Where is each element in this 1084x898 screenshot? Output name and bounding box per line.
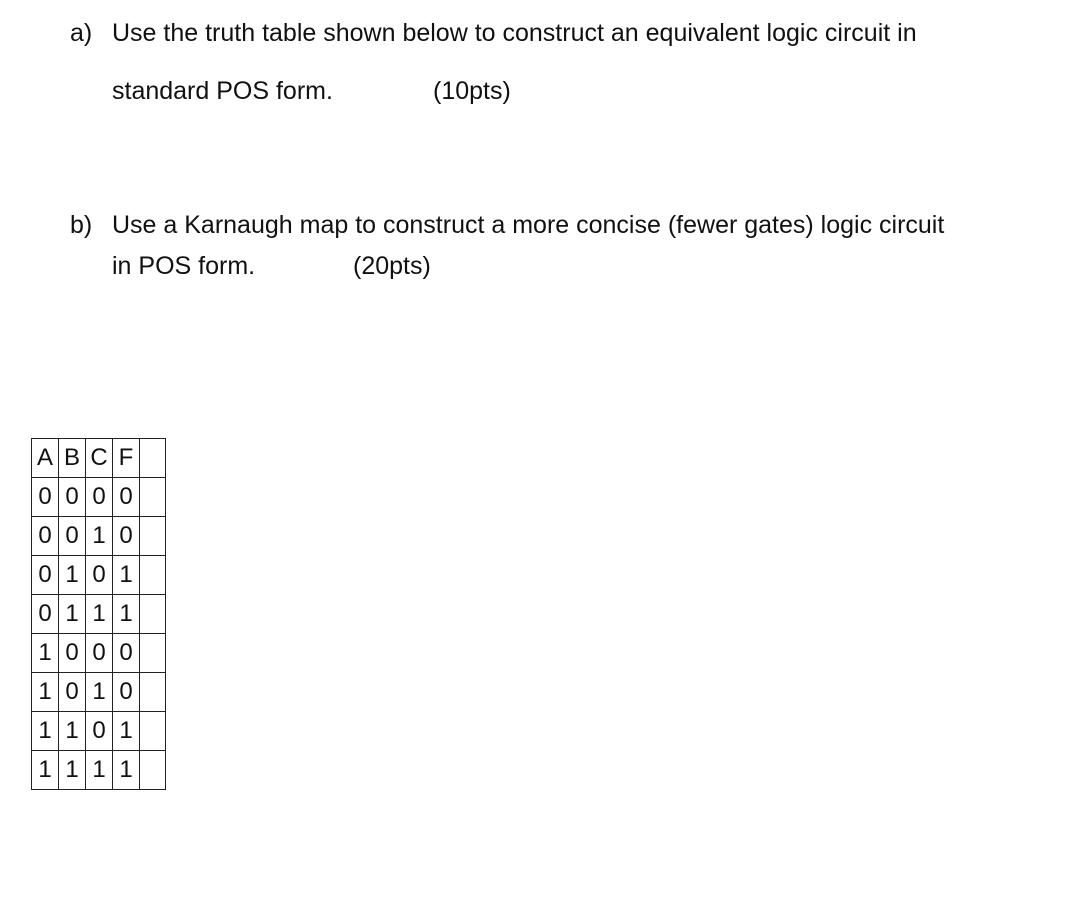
table-cell: 1 [59, 595, 86, 634]
table-row [32, 517, 166, 556]
question-a-points: (10pts) [433, 77, 511, 105]
table-cell: 0 [59, 673, 86, 712]
empty-cell [140, 673, 166, 712]
table-cell: 1 [113, 712, 140, 751]
table-cell: 0 [86, 634, 113, 673]
table-cell: 1 [32, 634, 59, 673]
table-cell: 1 [113, 751, 140, 790]
table-cell: 0 [59, 478, 86, 517]
table-cell: 1 [32, 751, 59, 790]
table-cell: 1 [113, 595, 140, 634]
table-row [32, 634, 166, 673]
question-b-marker: b) [70, 211, 93, 239]
empty-cell [140, 595, 166, 634]
table-cell: 0 [32, 478, 59, 517]
table-cell: 0 [86, 556, 113, 595]
table-row [32, 556, 166, 595]
table-cell: 0 [59, 634, 86, 673]
table-cell: 1 [59, 556, 86, 595]
empty-cell [140, 634, 166, 673]
empty-cell [140, 478, 166, 517]
table-cell: 0 [32, 556, 59, 595]
table-cell: F [113, 439, 140, 478]
table-cell: 0 [113, 517, 140, 556]
table-row [32, 751, 166, 790]
table-cell: B [59, 439, 86, 478]
table-cell: 0 [113, 634, 140, 673]
question-b-line1: Use a Karnaugh map to construct a more concise (fewer gates) logic circuit [112, 211, 945, 239]
table-cell: C [86, 439, 113, 478]
table-cell: 1 [59, 712, 86, 751]
truth-table [31, 438, 166, 790]
question-a-line2: standard POS form. [112, 77, 333, 105]
table-cell: 0 [86, 712, 113, 751]
table-cell: 0 [32, 595, 59, 634]
table-cell: 1 [32, 712, 59, 751]
empty-cell [140, 439, 166, 478]
table-cell: 0 [113, 478, 140, 517]
table-cell: 1 [86, 751, 113, 790]
table-cell: 0 [113, 673, 140, 712]
question-a-marker: a) [70, 19, 93, 47]
table-row [32, 478, 166, 517]
table-cell: 0 [32, 517, 59, 556]
table-cell: 1 [86, 517, 113, 556]
table-cell: 1 [86, 673, 113, 712]
empty-cell [140, 712, 166, 751]
table-row [32, 712, 166, 751]
table-header-row [32, 439, 166, 478]
empty-cell [140, 751, 166, 790]
question-b-line2: in POS form. [112, 252, 256, 280]
table-cell: 0 [86, 478, 113, 517]
table-cell: 1 [86, 595, 113, 634]
table-cell: A [32, 439, 59, 478]
table-row [32, 673, 166, 712]
empty-cell [140, 556, 166, 595]
question-b-points: (20pts) [353, 252, 431, 280]
table-cell: 1 [59, 751, 86, 790]
empty-cell [140, 517, 166, 556]
question-a-line1: Use the truth table shown below to construct an equivalent logic circuit in [112, 19, 917, 47]
table-cell: 1 [32, 673, 59, 712]
table-cell: 1 [113, 556, 140, 595]
table-row [32, 595, 166, 634]
table-cell: 0 [59, 517, 86, 556]
